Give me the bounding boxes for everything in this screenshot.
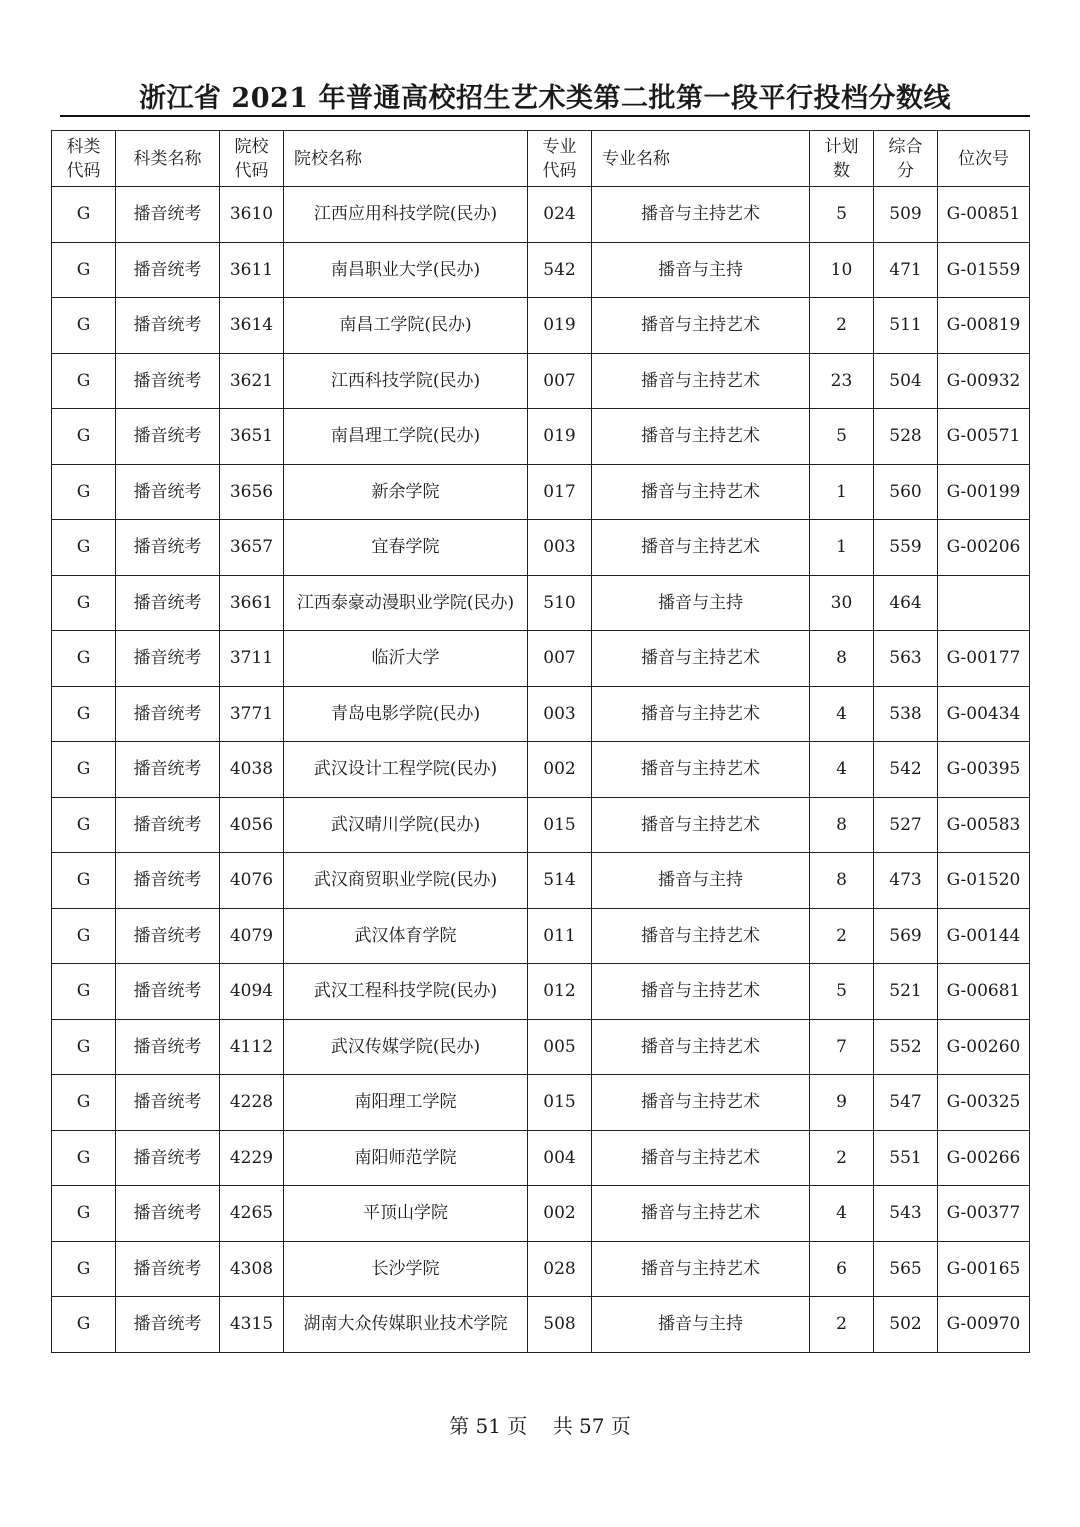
cell-major-code: 003	[528, 520, 592, 576]
cell-rank: G-00434	[938, 686, 1030, 742]
cell-category-code: G	[52, 575, 116, 631]
cell-category-code: G	[52, 1130, 116, 1186]
cell-category-code: G	[52, 742, 116, 798]
cell-school-code: 3656	[220, 464, 284, 520]
cell-rank: G-00165	[938, 1241, 1030, 1297]
cell-category-code: G	[52, 1241, 116, 1297]
cell-major-name: 播音与主持艺术	[592, 908, 810, 964]
cell-major-name: 播音与主持艺术	[592, 298, 810, 354]
table-row	[52, 742, 1030, 798]
cell-plan: 4	[810, 1186, 874, 1242]
cell-school-name: 南阳师范学院	[284, 1130, 528, 1186]
table-row	[52, 1130, 1030, 1186]
cell-category-code: G	[52, 631, 116, 687]
cell-plan: 8	[810, 797, 874, 853]
cell-score: 543	[874, 1186, 938, 1242]
cell-category-code: G	[52, 1186, 116, 1242]
cell-plan: 2	[810, 1130, 874, 1186]
cell-category-name: 播音统考	[116, 464, 220, 520]
header-rank: 位次号	[938, 131, 1030, 187]
cell-category-code: G	[52, 1019, 116, 1075]
table-row	[52, 520, 1030, 576]
cell-school-code: 3621	[220, 353, 284, 409]
cell-score: 511	[874, 298, 938, 354]
cell-score: 563	[874, 631, 938, 687]
cell-category-name: 播音统考	[116, 409, 220, 465]
cell-rank	[938, 575, 1030, 631]
cell-score: 542	[874, 742, 938, 798]
cell-major-name: 播音与主持	[592, 242, 810, 298]
cell-major-code: 508	[528, 1297, 592, 1353]
cell-category-name: 播音统考	[116, 742, 220, 798]
cell-category-code: G	[52, 686, 116, 742]
cell-rank: G-00266	[938, 1130, 1030, 1186]
cell-rank: G-01520	[938, 853, 1030, 909]
cell-school-name: 新余学院	[284, 464, 528, 520]
cell-score: 565	[874, 1241, 938, 1297]
table-row	[52, 1297, 1030, 1353]
cell-school-code: 4094	[220, 964, 284, 1020]
header-major-code: 专业 代码	[528, 131, 592, 187]
cell-major-name: 播音与主持艺术	[592, 187, 810, 243]
cell-school-name: 武汉工程科技学院(民办)	[284, 964, 528, 1020]
cell-score: 521	[874, 964, 938, 1020]
page-title: 浙江省 2021 年普通高校招生艺术类第二批第一段平行投档分数线	[139, 83, 951, 114]
cell-category-code: G	[52, 908, 116, 964]
table-body	[52, 187, 1030, 1353]
cell-rank: G-00583	[938, 797, 1030, 853]
cell-score: 464	[874, 575, 938, 631]
table-row	[52, 1019, 1030, 1075]
cell-category-code: G	[52, 409, 116, 465]
cell-score: 559	[874, 520, 938, 576]
cell-category-code: G	[52, 353, 116, 409]
cell-school-code: 4076	[220, 853, 284, 909]
table-row	[52, 964, 1030, 1020]
cell-plan: 8	[810, 631, 874, 687]
cell-category-code: G	[52, 520, 116, 576]
cell-category-code: G	[52, 298, 116, 354]
cell-rank: G-00177	[938, 631, 1030, 687]
cell-score: 551	[874, 1130, 938, 1186]
cell-major-name: 播音与主持艺术	[592, 409, 810, 465]
cell-category-name: 播音统考	[116, 797, 220, 853]
cell-category-name: 播音统考	[116, 242, 220, 298]
table-row	[52, 575, 1030, 631]
cell-major-name: 播音与主持艺术	[592, 1130, 810, 1186]
cell-category-code: G	[52, 964, 116, 1020]
cell-rank: G-00395	[938, 742, 1030, 798]
cell-school-name: 武汉商贸职业学院(民办)	[284, 853, 528, 909]
cell-major-code: 012	[528, 964, 592, 1020]
cell-major-name: 播音与主持艺术	[592, 631, 810, 687]
cell-major-code: 019	[528, 409, 592, 465]
cell-major-name: 播音与主持	[592, 853, 810, 909]
cell-rank: G-00144	[938, 908, 1030, 964]
cell-plan: 7	[810, 1019, 874, 1075]
cell-school-code: 3771	[220, 686, 284, 742]
table-row	[52, 353, 1030, 409]
cell-category-name: 播音统考	[116, 1130, 220, 1186]
cell-plan: 2	[810, 1297, 874, 1353]
cell-school-code: 4228	[220, 1075, 284, 1131]
header-major-name: 专业名称	[592, 131, 810, 187]
cell-school-name: 武汉传媒学院(民办)	[284, 1019, 528, 1075]
cell-school-code: 4038	[220, 742, 284, 798]
header-category-name: 科类名称	[116, 131, 220, 187]
table-row	[52, 1075, 1030, 1131]
cell-major-code: 024	[528, 187, 592, 243]
cell-major-code: 005	[528, 1019, 592, 1075]
cell-score: 560	[874, 464, 938, 520]
cell-score: 528	[874, 409, 938, 465]
header-school-name: 院校名称	[284, 131, 528, 187]
cell-major-name: 播音与主持艺术	[592, 1019, 810, 1075]
table-row	[52, 187, 1030, 243]
cell-school-code: 3711	[220, 631, 284, 687]
cell-major-code: 002	[528, 1186, 592, 1242]
cell-school-code: 4265	[220, 1186, 284, 1242]
cell-category-name: 播音统考	[116, 298, 220, 354]
cell-school-name: 江西科技学院(民办)	[284, 353, 528, 409]
cell-major-code: 002	[528, 742, 592, 798]
table-row	[52, 631, 1030, 687]
cell-rank: G-00206	[938, 520, 1030, 576]
cell-category-code: G	[52, 242, 116, 298]
cell-school-code: 4056	[220, 797, 284, 853]
cell-school-code: 4315	[220, 1297, 284, 1353]
table-row	[52, 797, 1030, 853]
cell-category-code: G	[52, 1075, 116, 1131]
cell-plan: 10	[810, 242, 874, 298]
cell-category-name: 播音统考	[116, 520, 220, 576]
cell-major-name: 播音与主持艺术	[592, 353, 810, 409]
cell-major-code: 004	[528, 1130, 592, 1186]
cell-category-name: 播音统考	[116, 1075, 220, 1131]
cell-major-name: 播音与主持	[592, 575, 810, 631]
cell-school-name: 湖南大众传媒职业技术学院	[284, 1297, 528, 1353]
cell-plan: 9	[810, 1075, 874, 1131]
header-score: 综合 分	[874, 131, 938, 187]
cell-school-name: 武汉设计工程学院(民办)	[284, 742, 528, 798]
cell-plan: 2	[810, 298, 874, 354]
cell-score: 509	[874, 187, 938, 243]
cell-major-name: 播音与主持艺术	[592, 520, 810, 576]
cell-plan: 23	[810, 353, 874, 409]
cell-category-code: G	[52, 797, 116, 853]
cell-major-name: 播音与主持艺术	[592, 964, 810, 1020]
cell-major-code: 015	[528, 797, 592, 853]
cell-school-code: 3651	[220, 409, 284, 465]
cell-major-name: 播音与主持艺术	[592, 1241, 810, 1297]
cell-category-name: 播音统考	[116, 1186, 220, 1242]
table-row	[52, 242, 1030, 298]
cell-category-name: 播音统考	[116, 1241, 220, 1297]
cell-category-name: 播音统考	[116, 1297, 220, 1353]
table-row	[52, 1186, 1030, 1242]
cell-school-name: 南昌职业大学(民办)	[284, 242, 528, 298]
cell-category-name: 播音统考	[116, 853, 220, 909]
cell-category-name: 播音统考	[116, 1019, 220, 1075]
header-row	[52, 131, 1030, 187]
cell-category-name: 播音统考	[116, 686, 220, 742]
cell-score: 502	[874, 1297, 938, 1353]
cell-school-code: 4308	[220, 1241, 284, 1297]
cell-rank: G-00970	[938, 1297, 1030, 1353]
cell-category-code: G	[52, 187, 116, 243]
cell-major-name: 播音与主持艺术	[592, 464, 810, 520]
cell-category-name: 播音统考	[116, 631, 220, 687]
cell-major-name: 播音与主持艺术	[592, 1075, 810, 1131]
cell-school-code: 4112	[220, 1019, 284, 1075]
cell-school-name: 南昌理工学院(民办)	[284, 409, 528, 465]
cell-rank: G-00819	[938, 298, 1030, 354]
cell-major-code: 017	[528, 464, 592, 520]
header-school-code: 院校 代码	[220, 131, 284, 187]
cell-score: 473	[874, 853, 938, 909]
cell-major-code: 028	[528, 1241, 592, 1297]
cell-category-code: G	[52, 464, 116, 520]
cell-rank: G-00681	[938, 964, 1030, 1020]
cell-category-name: 播音统考	[116, 187, 220, 243]
cell-category-name: 播音统考	[116, 908, 220, 964]
cell-major-name: 播音与主持艺术	[592, 1186, 810, 1242]
cell-plan: 4	[810, 686, 874, 742]
table-row	[52, 853, 1030, 909]
cell-plan: 5	[810, 409, 874, 465]
cell-school-name: 平顶山学院	[284, 1186, 528, 1242]
cell-score: 552	[874, 1019, 938, 1075]
cell-major-code: 019	[528, 298, 592, 354]
cell-school-name: 武汉体育学院	[284, 908, 528, 964]
cell-school-name: 南昌工学院(民办)	[284, 298, 528, 354]
table-row	[52, 409, 1030, 465]
header-plan: 计划 数	[810, 131, 874, 187]
cell-score: 569	[874, 908, 938, 964]
cell-plan: 1	[810, 520, 874, 576]
cell-plan: 4	[810, 742, 874, 798]
cell-rank: G-00199	[938, 464, 1030, 520]
table-row	[52, 298, 1030, 354]
cell-rank: G-00260	[938, 1019, 1030, 1075]
cell-school-name: 南阳理工学院	[284, 1075, 528, 1131]
title-rule	[60, 115, 1030, 117]
cell-major-code: 015	[528, 1075, 592, 1131]
cell-school-name: 江西应用科技学院(民办)	[284, 187, 528, 243]
cell-school-code: 3661	[220, 575, 284, 631]
cell-school-name: 江西泰豪动漫职业学院(民办)	[284, 575, 528, 631]
cell-category-code: G	[52, 853, 116, 909]
cell-major-name: 播音与主持艺术	[592, 742, 810, 798]
cell-rank: G-00932	[938, 353, 1030, 409]
cell-major-code: 510	[528, 575, 592, 631]
cell-score: 527	[874, 797, 938, 853]
cell-rank: G-00325	[938, 1075, 1030, 1131]
cell-score: 538	[874, 686, 938, 742]
cell-major-code: 007	[528, 353, 592, 409]
cell-school-name: 青岛电影学院(民办)	[284, 686, 528, 742]
cell-rank: G-01559	[938, 242, 1030, 298]
cell-major-name: 播音与主持艺术	[592, 797, 810, 853]
cell-school-code: 3610	[220, 187, 284, 243]
header-category-code: 科类 代码	[52, 131, 116, 187]
cell-plan: 1	[810, 464, 874, 520]
cell-plan: 5	[810, 187, 874, 243]
table-row	[52, 464, 1030, 520]
table-row	[52, 686, 1030, 742]
cell-school-code: 3657	[220, 520, 284, 576]
cell-major-code: 003	[528, 686, 592, 742]
cell-category-name: 播音统考	[116, 964, 220, 1020]
cell-plan: 8	[810, 853, 874, 909]
cell-category-name: 播音统考	[116, 575, 220, 631]
cell-rank: G-00571	[938, 409, 1030, 465]
page-footer: 第 51 页 共 57 页	[449, 1414, 631, 1438]
table-row	[52, 908, 1030, 964]
cell-major-name: 播音与主持艺术	[592, 686, 810, 742]
cell-school-code: 3614	[220, 298, 284, 354]
cell-rank: G-00851	[938, 187, 1030, 243]
cell-category-code: G	[52, 1297, 116, 1353]
cell-school-code: 4079	[220, 908, 284, 964]
score-table	[51, 130, 1030, 1353]
cell-score: 547	[874, 1075, 938, 1131]
cell-plan: 2	[810, 908, 874, 964]
cell-plan: 30	[810, 575, 874, 631]
cell-plan: 6	[810, 1241, 874, 1297]
cell-school-name: 临沂大学	[284, 631, 528, 687]
cell-major-code: 514	[528, 853, 592, 909]
cell-score: 471	[874, 242, 938, 298]
cell-score: 504	[874, 353, 938, 409]
cell-school-code: 4229	[220, 1130, 284, 1186]
cell-school-name: 宜春学院	[284, 520, 528, 576]
cell-major-code: 011	[528, 908, 592, 964]
cell-major-name: 播音与主持	[592, 1297, 810, 1353]
table-row	[52, 1241, 1030, 1297]
cell-plan: 5	[810, 964, 874, 1020]
cell-major-code: 007	[528, 631, 592, 687]
cell-category-name: 播音统考	[116, 353, 220, 409]
cell-school-name: 武汉晴川学院(民办)	[284, 797, 528, 853]
cell-school-name: 长沙学院	[284, 1241, 528, 1297]
cell-school-code: 3611	[220, 242, 284, 298]
cell-rank: G-00377	[938, 1186, 1030, 1242]
cell-major-code: 542	[528, 242, 592, 298]
